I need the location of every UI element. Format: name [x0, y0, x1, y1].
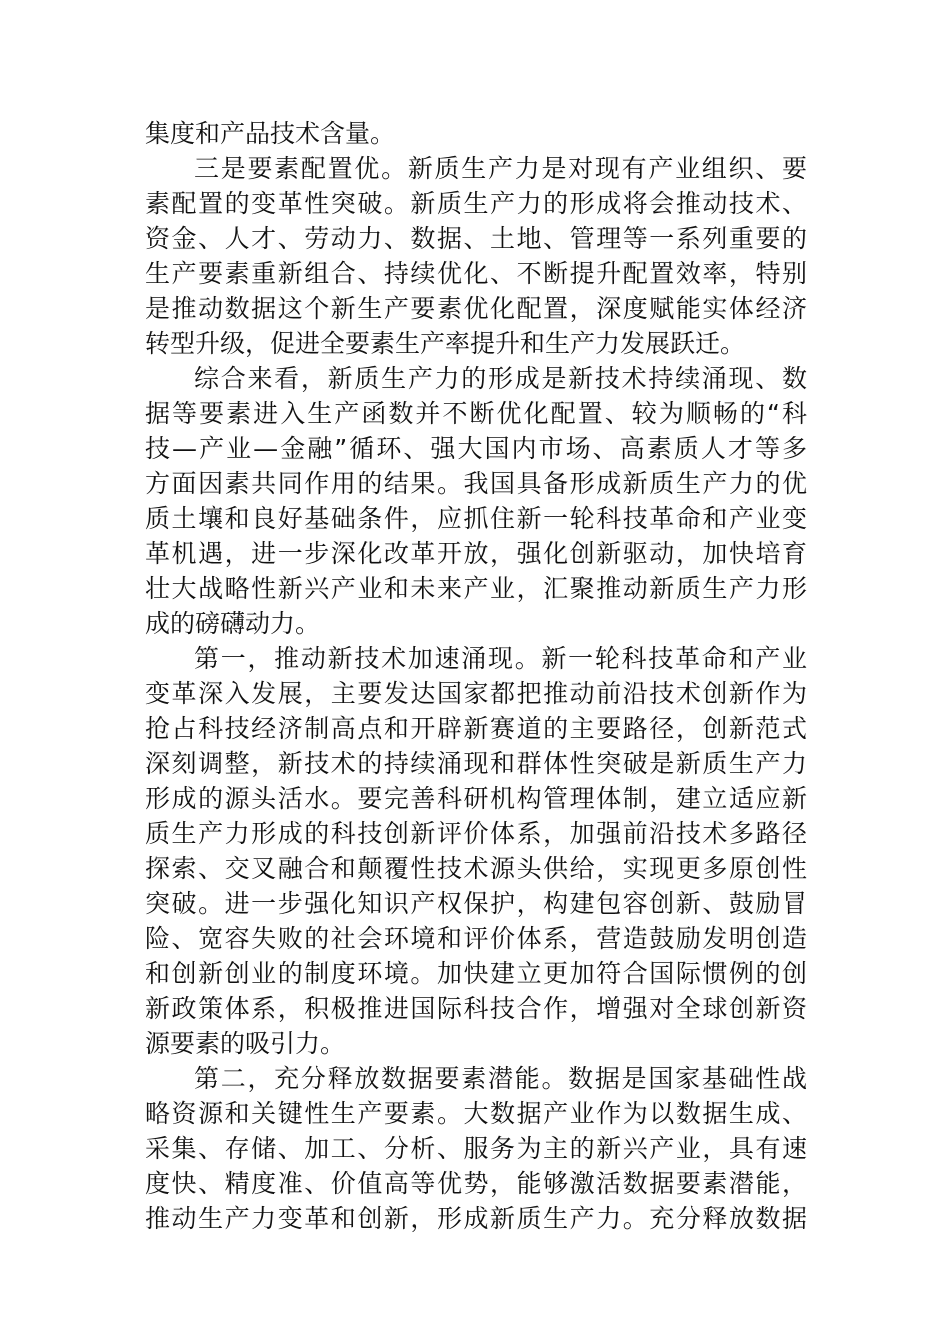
- paragraph-first-line: 第一，推动新技术加速涌现。新一轮科技革命和产业: [194, 644, 807, 673]
- text-line: 技—产业—金融”循环、强大国内市场、高素质人才等多: [145, 434, 807, 463]
- text-line: 成的磅礴动力。: [145, 609, 321, 638]
- text-line: 质土壤和良好基础条件，应抓住新一轮科技革命和产业变: [145, 504, 807, 533]
- text-line: 变革深入发展，主要发达国家都把推动前沿技术创新作为: [145, 679, 807, 708]
- paragraph-first-line: 第二，充分释放数据要素潜能。数据是国家基础性战: [194, 1064, 807, 1093]
- text-line: 推动生产力变革和创新，形成新质生产力。充分释放数据: [145, 1204, 807, 1233]
- text-line: 壮大战略性新兴产业和未来产业，汇聚推动新质生产力形: [145, 574, 807, 603]
- text-line: 略资源和关键性生产要素。大数据产业作为以数据生成、: [145, 1099, 807, 1128]
- text-line: 度快、精度准、价值高等优势，能够激活数据要素潜能，: [145, 1169, 807, 1198]
- paragraph-first-line: 综合来看，新质生产力的形成是新技术持续涌现、数: [194, 364, 807, 393]
- text-line: 新政策体系，积极推进国际科技合作，增强对全球创新资: [145, 994, 807, 1023]
- text-line: 转型升级，促进全要素生产率提升和生产力发展跃迁。: [145, 329, 746, 358]
- text-line: 资金、人才、劳动力、数据、土地、管理等一系列重要的: [145, 224, 807, 253]
- text-line: 形成的源头活水。要完善科研机构管理体制，建立适应新: [145, 784, 807, 813]
- text-line: 深刻调整，新技术的持续涌现和群体性突破是新质生产力: [145, 749, 807, 778]
- text-line: 方面因素共同作用的结果。我国具备形成新质生产力的优: [145, 469, 807, 498]
- text-line: 质生产力形成的科技创新评价体系，加强前沿技术多路径: [145, 819, 807, 848]
- text-line: 源要素的吸引力。: [145, 1029, 346, 1058]
- text-line: 突破。进一步强化知识产权保护，构建包容创新、鼓励冒: [145, 889, 807, 918]
- text-line: 险、宽容失败的社会环境和评价体系，营造鼓励发明创造: [145, 924, 807, 953]
- text-line: 革机遇，进一步深化改革开放，强化创新驱动，加快培育: [145, 539, 807, 568]
- text-line: 抢占科技经济制高点和开辟新赛道的主要路径，创新范式: [145, 714, 807, 743]
- text-line: 据等要素进入生产函数并不断优化配置、较为顺畅的“科: [145, 399, 807, 428]
- text-line: 是推动数据这个新生产要素优化配置，深度赋能实体经济: [145, 294, 807, 323]
- text-line: 采集、存储、加工、分析、服务为主的新兴产业，具有速: [145, 1134, 807, 1163]
- text-line: 探索、交叉融合和颠覆性技术源头供给，实现更多原创性: [145, 854, 807, 883]
- text-line: 生产要素重新组合、持续优化、不断提升配置效率，特别: [145, 259, 807, 288]
- text-line: 集度和产品技术含量。: [145, 119, 396, 148]
- paragraph-first-line: 三是要素配置优。新质生产力是对现有产业组织、要: [194, 154, 807, 183]
- text-line: 素配置的变革性突破。新质生产力的形成将会推动技术、: [145, 189, 807, 218]
- text-line: 和创新创业的制度环境。加快建立更加符合国际惯例的创: [145, 959, 807, 988]
